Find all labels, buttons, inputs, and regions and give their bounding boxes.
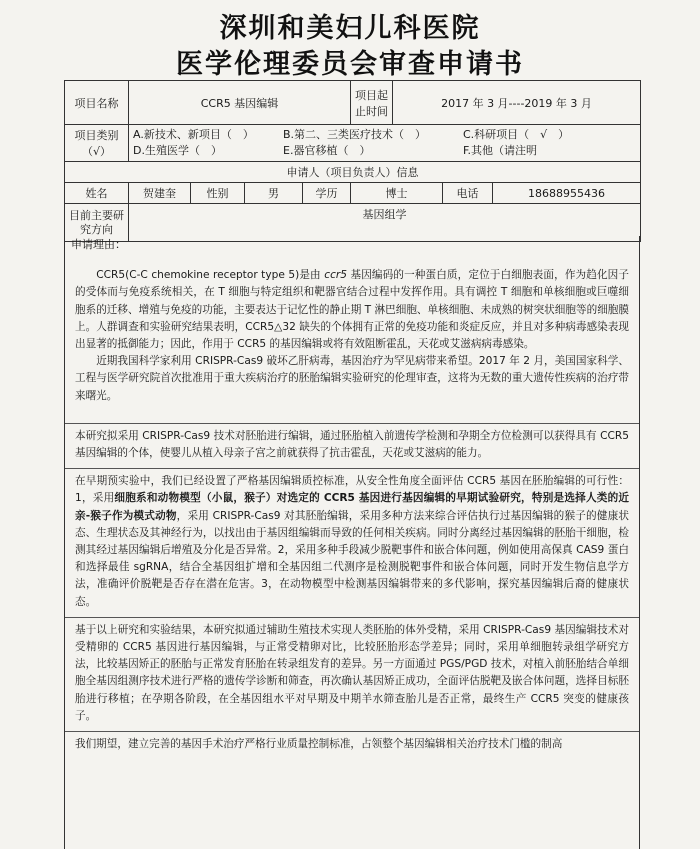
category-option-b: B.第二、三类医疗技术（ ）	[283, 128, 427, 141]
category-option-d: D.生殖医学（ ）	[133, 144, 222, 157]
paragraph-research-plan: 本研究拟采用 CRISPR-Cas9 技术对胚胎进行编辑，通过胚胎植入前遗传学检测和孕期全方位检测可以获得具有 CCR5 基因编辑的个体，使婴儿从植入母亲子宫之前就获得了抗击霍乱，天花或艾滋病的能力。	[75, 429, 629, 460]
application-form	[64, 80, 641, 242]
category-option-e: E.器官移植（ ）	[283, 144, 371, 157]
category-option-c: C.科研项目（ √ ）	[463, 128, 570, 141]
paragraph-method: 基于以上研究和实验结果，本研究拟通过辅助生殖技术实现人类胚胎的体外受精，采用 CRISPR-Cas9 基因编辑技术对受精卵的 CCR5 基因进行基因编辑，与正常受精卵对比，比较胚胎形态学差异；同时，采用单细胞转录组学研究方法，比较基因矫正的胚胎与正常发育胚胎在转录组发育的差异。另一方面通过 PGS/PGD 技术，对植入前胚胎结合单细胞全基因组测序技术进行严格的遗传学诊断和筛查，再次确认基因矫正成功，全面评估脱靶及嵌合体问题，选择目标胚胎进行移植；在孕期各阶段，在全基因组水平对早期及中期羊水筛查胎儿是否正常，最终生产 CCR5 突变的健康孩子。	[75, 623, 629, 722]
research-direction-value: 基因组学	[129, 204, 641, 242]
section-divider	[65, 617, 639, 618]
name-label: 姓名	[65, 183, 129, 204]
education-value: 博士	[351, 183, 443, 204]
category-options	[129, 125, 641, 162]
project-name-value: CCR5 基因编辑	[129, 81, 351, 125]
research-direction-label: 目前主要研究方向	[65, 204, 129, 242]
paragraph-recent-progress: 近期我国科学家利用 CRISPR-Cas9 破坏乙肝病毒，基因治疗为罕见病带来希望。2017 年 2 月，美国国家科学、工程与医学研究院首次批准用于重大疾病治疗的胚胎编辑实验研究的伦理审查，这将为无数的重大遗传性疾病的治疗带来曙光。	[75, 355, 629, 402]
applicant-info-header: 申请人（项目负责人）信息	[65, 162, 641, 183]
application-reason	[64, 236, 640, 849]
period-label: 项目起止时间	[351, 81, 393, 125]
category-label: 项目类别（√）	[65, 125, 129, 162]
name-value: 贺建奎	[129, 183, 191, 204]
education-label: 学历	[303, 183, 351, 204]
section-divider	[65, 468, 639, 469]
category-option-f: F.其他（请注明	[463, 144, 538, 157]
section-divider	[65, 731, 639, 732]
hospital-name: 深圳和美妇儿科医院	[219, 13, 481, 44]
period-value: 2017 年 3 月----2019 年 3 月	[393, 81, 641, 125]
phone-label: 电话	[443, 183, 493, 204]
document-title: 医学伦理委员会审查申请书	[176, 49, 524, 80]
paragraph-ccr5-background: CCR5(C-C chemokine receptor type 5)是由 ccr5 基因编码的一种蛋白质，定位于白细胞表面，作为趋化因子的受体而与免疫系统相关，在 T 细胞与特定组织和靶器官结合过程中发挥作用。具有调控 T 细胞和单核细胞或巨噬细胞系的迁移、增殖与免疫的功能，主要表达于记忆性的静止期 T 淋巴细胞、单核细胞、未成熟的树突状细胞等的细胞膜上。人群调查和实验研究结果表明，CCR5△32 缺失的个体拥有正常的免疫功能和炎症反应，并且对多种病毒感染表现出显著的抵御能力；因此，作用于 CCR5 的基因编辑或将有效阻断霍乱，天花或艾滋病病毒感染。	[75, 269, 629, 351]
phone-value: 18688955436	[493, 183, 641, 204]
gender-value: 男	[245, 183, 303, 204]
section-divider	[65, 423, 639, 424]
reason-label: 申请理由：	[71, 238, 126, 251]
project-name-label: 项目名称	[65, 81, 129, 125]
paragraph-pre-experiment: 在早期预实验中，我们已经设置了严格基因编辑质控标准，从安全性角度全面评估 CCR5 基因在胚胎编辑的可行性：1，采用细胞系和动物模型（小鼠，猴子）对选定的 CCR5 基因进行基因编辑的早期试验研究，特别是选择人类的近亲-猴子作为模式动物，采用 CRISPR-Cas9 对其胚胎编辑，采用多种方法来综合评估执行过基因编辑的猴子的健康状态、生理状态及其神经行为，以找出由于基因组编辑而导致的任何相关疾病。同时分离经过基因编辑的胚胎干细胞，检测其经过基因编辑后增殖及分化是否异常。2，采用多种手段减少脱靶事件和嵌合体问题，例如使用高保真 CAS9 蛋白和选择最佳 sgRNA，结合全基因组扩增和全基因组二代测序是检测脱靶事件和嵌合体问题，同时开发生物信息学方法，准确评价脱靶是否存在潜在危害。3，在动物模型中检测基因编辑带来的多代影响，探究基因编辑后裔的健康状态。	[75, 475, 629, 608]
gender-label: 性别	[191, 183, 245, 204]
paragraph-expectation: 我们期望，建立完善的基因手术治疗严格行业质量控制标准，占领整个基因编辑相关治疗技术门槛的制高	[75, 738, 563, 751]
category-option-a: A.新技术、新项目（ ）	[133, 128, 254, 141]
